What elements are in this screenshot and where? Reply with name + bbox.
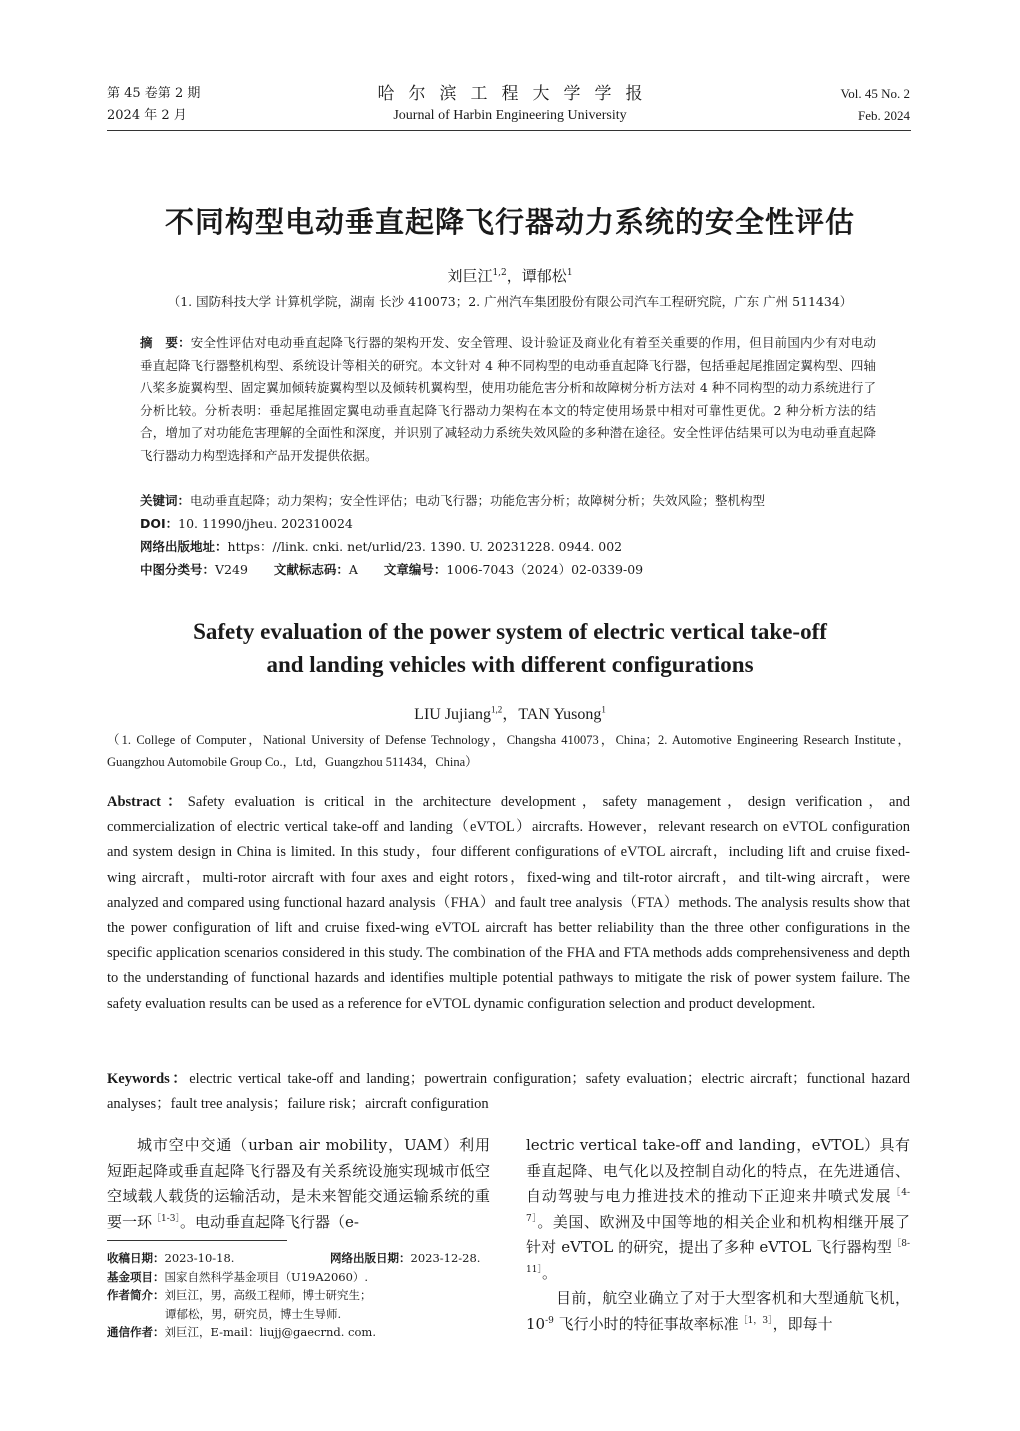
doi-value[interactable]: 10. 11990/jheu. 202310024 — [178, 516, 353, 531]
footnotes — [107, 1249, 492, 1342]
body-column-left — [107, 1133, 490, 1235]
body-paragraph — [526, 1286, 910, 1337]
citation-ref[interactable]: ［1，3］ — [738, 1315, 773, 1326]
body-text: 目前，航空业确立了对于大型客机和大型通航飞机，10 — [526, 1289, 910, 1333]
author-affil-sup: 1,2 — [492, 268, 507, 278]
author-name-en: TAN Yusong — [518, 706, 602, 723]
body-text: lectric vertical take-off and landing，eVTOL）具有垂直起降、电气化以及控制自动化的特点，在先进通信、自动驾驶与电力推进技术的推动下正迎来井喷式发展 — [526, 1136, 910, 1205]
keywords-en — [107, 1067, 910, 1117]
affiliation-en: （1. College of Computer，National University of Defense Technology，Changsha 410073，China；2. Automotive Engineering Research Institute，Guangzhou Automobile Group Co.，Ltd，Guangzhou 511434，China） — [107, 733, 910, 769]
author-affil-sup: 1 — [566, 268, 573, 278]
author-sep: ， — [502, 706, 519, 723]
abstract-label-en: Abstract： — [107, 794, 188, 810]
citation-ref[interactable]: ［1-3］ — [152, 1213, 181, 1224]
abstract-label-cn: 摘 要： — [140, 335, 191, 350]
clc-value: V249 — [215, 562, 248, 577]
header-volume-info-en — [841, 83, 910, 127]
article-no-value: 1006-7043（2024）02-0339-09 — [446, 562, 644, 577]
header-volume: 第 45 卷第 2 期 — [107, 86, 201, 101]
bio-label: 作者简介： — [107, 1288, 165, 1302]
received-date: 2023-10-18. — [164, 1251, 235, 1265]
keywords-label-en: Keywords： — [107, 1071, 190, 1087]
online-pub-date: 2023-12-28. — [410, 1251, 481, 1265]
fund-text: 国家自然科学基金项目（U19A2060）. — [164, 1269, 369, 1284]
keywords-cn — [140, 490, 876, 512]
clc-label: 中图分类号： — [140, 562, 216, 577]
abstract-text-en: Safety evaluation is critical in the architecture development，safety management，design verification，and commercialization of electric vertical take-off and landing（eVTOL）aircrafts. However，relevant research on eVTOL configuration and system design in China is limited. In this study，four different configurations of eVTOL aircraft，including lift and cruise fixed-wing aircraft，multi-rotor aircraft with four axes and eight rotors，fixed-wing and tilt-rotor aircraft，and tilt-wing aircraft，were analyzed and compared using functional hazard analysis（FHA）and fault tree analysis（FTA）methods. The analysis results show that the power configuration of lift and cruise fixed-wing eVTOL aircraft has better reliability than the three other configurations in the specific application scenarios considered in this study. The combination of the FHA and FTA methods adds comprehensiveness and depth to the understanding of functional hazards and identifies multiple potential pathways to mitigate the risk of power system failure. The safety evaluation results can be used as a reference for eVTOL dynamic configuration selection and product development. — [107, 794, 910, 1012]
journal-name-cn: 哈尔滨工程大学学报 — [377, 84, 657, 104]
keywords-text-cn: 电动垂直起降；动力架构；安全性评估；电动飞行器；功能危害分析；故障树分析；失效风险；整机构型 — [190, 493, 766, 508]
body-text: 城市空中交通（urban air mobility，UAM）利用短距起降或垂直起降飞行器及有关系统设施实现城市低空空域载人载货的运输活动，是未来智能交通运输系统的重要一环 — [107, 1136, 490, 1231]
paper-title-en — [0, 615, 1020, 681]
header-date-cn: 2024 年 2 月 — [107, 108, 187, 123]
body-paragraph — [526, 1133, 910, 1286]
body-paragraph — [107, 1133, 490, 1235]
exponent: -9 — [545, 1315, 554, 1326]
journal-name-en: Journal of Harbin Engineering University — [393, 108, 627, 123]
author-name: 刘巨江 — [447, 267, 493, 285]
body-column-right — [526, 1133, 910, 1337]
footnote-bio — [107, 1286, 492, 1305]
corr-label: 通信作者： — [107, 1325, 165, 1339]
paper-title-cn: 不同构型电动垂直起降飞行器动力系统的安全性评估 — [164, 205, 855, 239]
author-affil-sup: 1,2 — [491, 704, 503, 715]
corr-text: 刘巨江，E-mail：liujj@gaecrnd. com. — [164, 1325, 376, 1339]
author-name: 谭郁松 — [521, 267, 567, 285]
online-address-link[interactable]: https：//link. cnki. net/urlid/23. 1390. U. 20231228. 0944. 002 — [227, 539, 623, 554]
header-rule — [107, 130, 911, 131]
author-sep: ， — [506, 267, 522, 285]
body-text: 。美国、欧洲及中国等地的相关企业和机构相继开展了针对 eVTOL 的研究，提出了多种 eVTOL 飞行器构型 — [526, 1212, 910, 1256]
abstract-en — [107, 790, 910, 1017]
classification-line — [140, 559, 876, 581]
doi-label: DOI： — [140, 516, 179, 531]
footnote-dates — [107, 1249, 492, 1268]
abstract-cn — [140, 332, 876, 467]
online-address-label: 网络出版地址： — [140, 539, 228, 554]
body-text: 飞行小时的特征事故率标准 — [553, 1314, 739, 1333]
header-volume-en: Vol. 45 No. 2 — [840, 86, 910, 101]
abstract-text-cn: 安全性评估对电动垂直起降飞行器的架构开发、安全管理、设计验证及商业化有着至关重要的作用，但目前国内少有对电动垂直起降飞行器整机构型、系统设计等相关的研究。本文针对 4 种不同构型的电动垂直起降飞行器，包括垂起尾推固定翼构型、四轴八桨多旋翼构型、固定翼加倾转旋翼构型以及倾转机翼构型，使用功能危害分析和故障树分析方法对 4 种不同构型的动力系统进行了分析比较。分析表明：垂起尾推固定翼电动垂直起降飞行器动力架构在本文的特定使用场景中相对可靠性更优。2 种分析方法的结合，增加了对功能危害理解的全面性和深度，并识别了减轻动力系统失效风险的多种潜在途径。安全性评估结果可以为电动垂直起降飞行器动力构型选择和产品开发提供依据。 — [140, 335, 876, 463]
citation-ref[interactable]: ［8-11］ — [526, 1239, 910, 1275]
authors-en — [0, 701, 1020, 724]
footnote-fund — [107, 1268, 492, 1287]
doc-code-label: 文献标志码： — [273, 562, 349, 577]
citation-ref[interactable]: ［4-7］ — [526, 1188, 910, 1224]
authors-cn — [0, 265, 1020, 286]
online-pub-label: 网络出版日期： — [330, 1251, 411, 1265]
doi-line — [140, 513, 876, 535]
body-text: 。 — [541, 1263, 557, 1282]
header-date-en: Feb. 2024 — [858, 108, 910, 123]
doc-code-value: A — [348, 562, 358, 577]
keywords-text-en: electric vertical take-off and landing；powertrain configuration；safety evaluation；electric aircraft；functional hazard analyses；fault tree analysis；failure risk；aircraft configuration — [107, 1071, 910, 1113]
fund-label: 基金项目： — [107, 1269, 165, 1284]
body-text: ，即每十 — [772, 1314, 833, 1333]
author-name-en: LIU Jujiang — [414, 706, 492, 723]
online-address-line — [140, 536, 876, 558]
received-label: 收稿日期： — [107, 1251, 165, 1265]
body-text: 。电动垂直起降飞行器（e- — [180, 1212, 359, 1231]
affiliation-cn: （1. 国防科技大学 计算机学院，湖南 长沙 410073；2. 广州汽车集团股份有限公司汽车工程研究院，广东 广州 511434） — [167, 294, 853, 309]
title-en-line2: and landing vehicles with different configurations — [266, 652, 754, 677]
keywords-label-cn: 关键词： — [140, 493, 191, 508]
footnote-bio-2: 谭郁松，男，研究员，博士生导师. — [165, 1306, 342, 1321]
footnote-rule — [107, 1240, 287, 1241]
bio-text-1: 刘巨江，男，高级工程师，博士研究生； — [164, 1288, 372, 1302]
article-no-label: 文章编号： — [383, 562, 447, 577]
footnote-correspondence — [107, 1323, 492, 1342]
title-en-line1: Safety evaluation of the power system of electric vertical take-off — [193, 619, 827, 644]
author-affil-sup: 1 — [601, 704, 606, 715]
